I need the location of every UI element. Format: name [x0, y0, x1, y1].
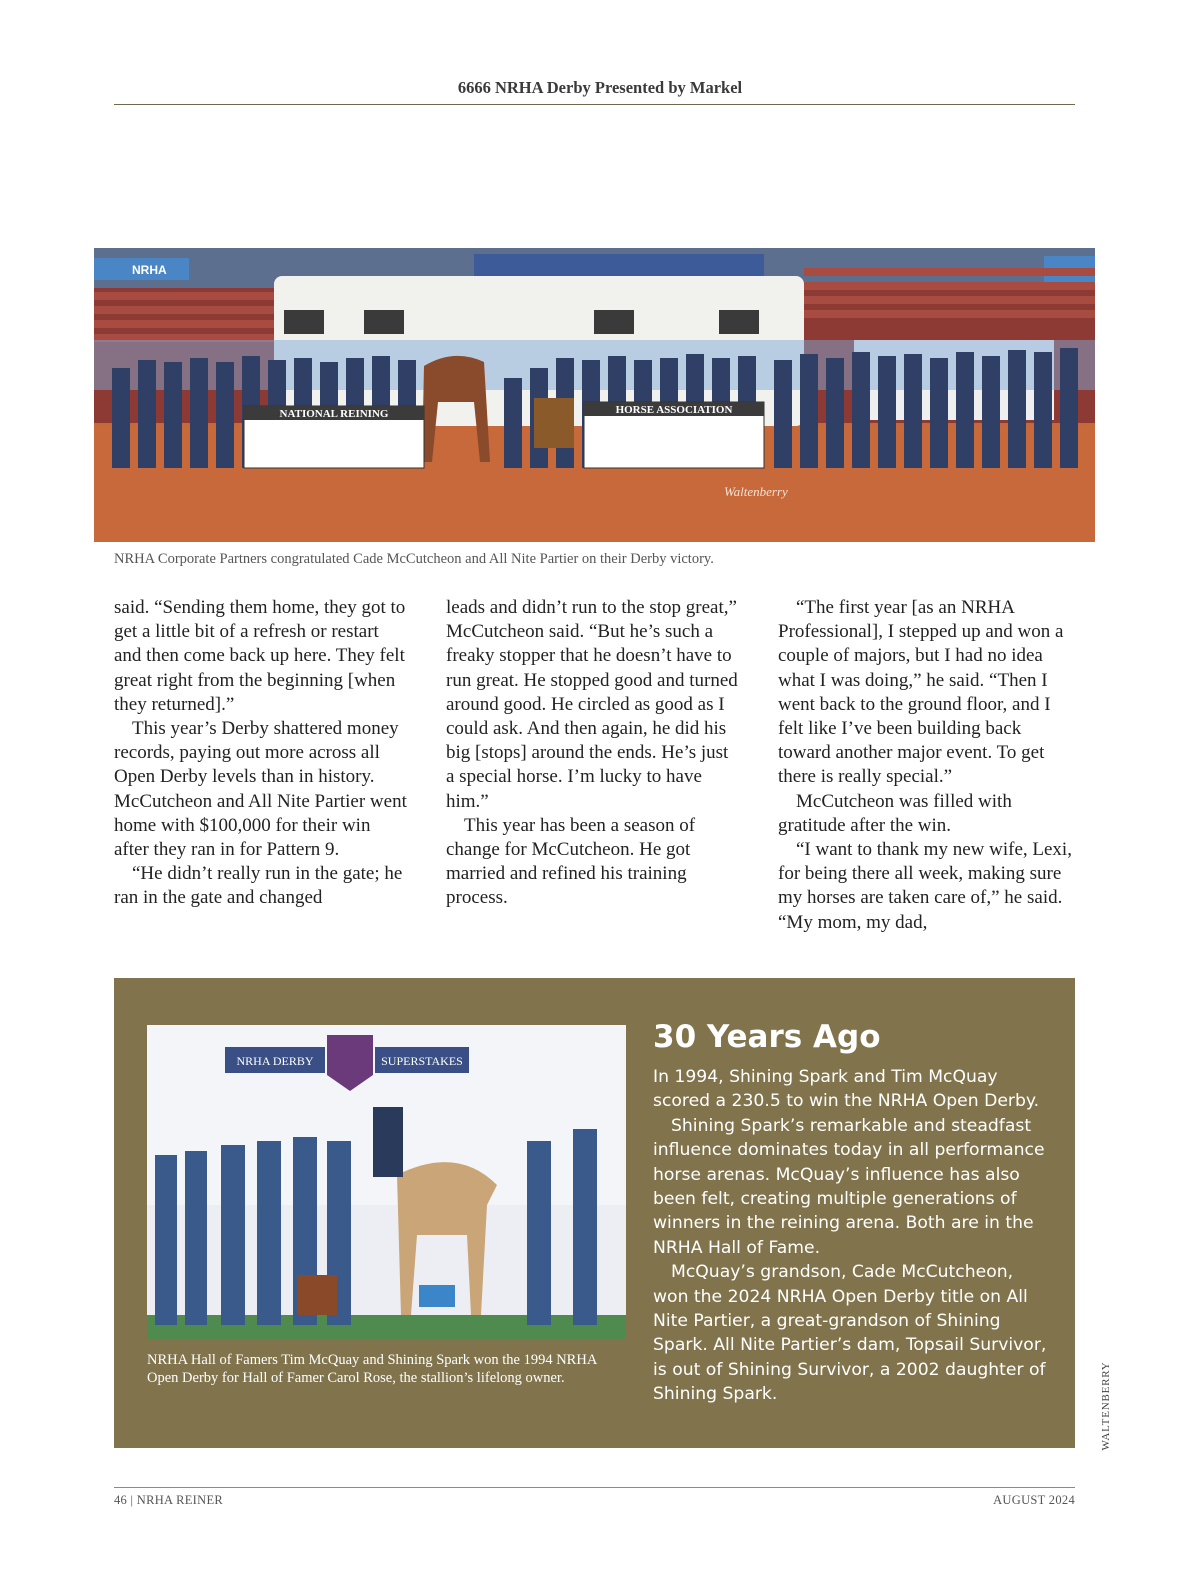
main-photo-caption: NRHA Corporate Partners congratulated Cade McCutcheon and All Nite Partier on their Derby victory. [114, 551, 714, 567]
old-banner-left-text: NRHA DERBY [236, 1054, 314, 1068]
banner-right-text: HORSE ASSOCIATION [615, 404, 733, 416]
article-column-3 [778, 596, 1075, 941]
sidebar-title: 30 Years Ago [653, 1019, 881, 1055]
sidebar-paragraph-3: McQuay’s grandson, Cade McCutcheon, won the 2024 NRHA Open Derby title on All Nite Partier, a great-grandson of Shining Spark. All Nite Partier’s dam, Topsail Survivor, is out of Shining Survivor, a 2002 daughter of Shining Spark. [653, 1262, 1047, 1405]
header-rule [114, 104, 1075, 105]
photo-credit [1096, 1362, 1116, 1452]
footer-rule [114, 1487, 1075, 1488]
col1-paragraph-1: said. “Sending them home, they got to get a little bit of a refresh or restart and then come back up here. They felt great right from the beginning [when they returned].” [114, 597, 406, 715]
sidebar-30-years-ago [114, 978, 1075, 1448]
col3-paragraph-3: “I want to thank my new wife, Lexi, for being there all week, making sure my horses are taken care of,” he said. “My mom, my dad, [778, 839, 1072, 933]
main-photo [94, 248, 1095, 542]
col1-paragraph-3: “He didn’t really run in the gate; he ran in the gate and changed [114, 863, 403, 909]
col3-paragraph-1: “The first year [as an NRHA Professional], I stepped up and won a couple of majors, but I had no idea what I was doing,” he said. “Then I went back to the ground floor, and I felt like I’ve been building back toward another major event. To get there is really special.” [778, 597, 1064, 788]
photo-credit-text: WALTENBERRY [1100, 1361, 1112, 1451]
sidebar-paragraph-1: In 1994, Shining Spark and Tim McQuay scored a 230.5 to win the NRHA Open Derby. [653, 1067, 1040, 1112]
old-banner-right-text: SUPERSTAKES [381, 1054, 463, 1068]
footer-page-info: 46 | NRHA REINER [114, 1493, 224, 1507]
article-column-1 [114, 596, 409, 941]
col2-paragraph-1: leads and didn’t run to the stop great,” McCutcheon said. “But he’s such a freaky stopper that he doesn’t have to run great. He stopped good and turned around good. He circled as good as I could ask. And then again, he did his big [stops] around the ends. He’s just a special horse. I’m lucky to have him.” [446, 597, 738, 812]
col1-paragraph-2: This year’s Derby shattered money records, paying out more across all Open Derby levels than in history. McCutcheon and All Nite Partier went home with $100,000 for their win after they ran in for Pattern 9. [114, 718, 407, 861]
historic-photo [147, 1025, 626, 1339]
arena-sign-text: NRHA [132, 263, 167, 277]
running-header: 6666 NRHA Derby Presented by Markel [457, 78, 743, 97]
col3-paragraph-2: McCutcheon was filled with gratitude after the win. [778, 790, 1012, 836]
sidebar-paragraph-2: Shining Spark’s remarkable and steadfast influence dominates today in all performance horse arenas. McQuay’s influence has also been felt, creating multiple generations of winners in the reining arena. Both are in the NRHA Hall of Fame. [653, 1115, 1045, 1258]
photo-signature: Waltenberry [724, 484, 788, 499]
col2-paragraph-2: This year has been a season of change for McCutcheon. He got married and refined his training process. [446, 814, 696, 909]
footer-issue-date: AUGUST 2024 [993, 1493, 1075, 1507]
banner-left-text: NATIONAL REINING [279, 408, 389, 420]
historic-photo-caption: NRHA Hall of Famers Tim McQuay and Shining Spark won the 1994 NRHA Open Derby for Hall of Famer Carol Rose, the stallion’s lifelong owner. [147, 1352, 597, 1386]
article-column-2 [446, 596, 741, 941]
sidebar-body [653, 1065, 1053, 1407]
